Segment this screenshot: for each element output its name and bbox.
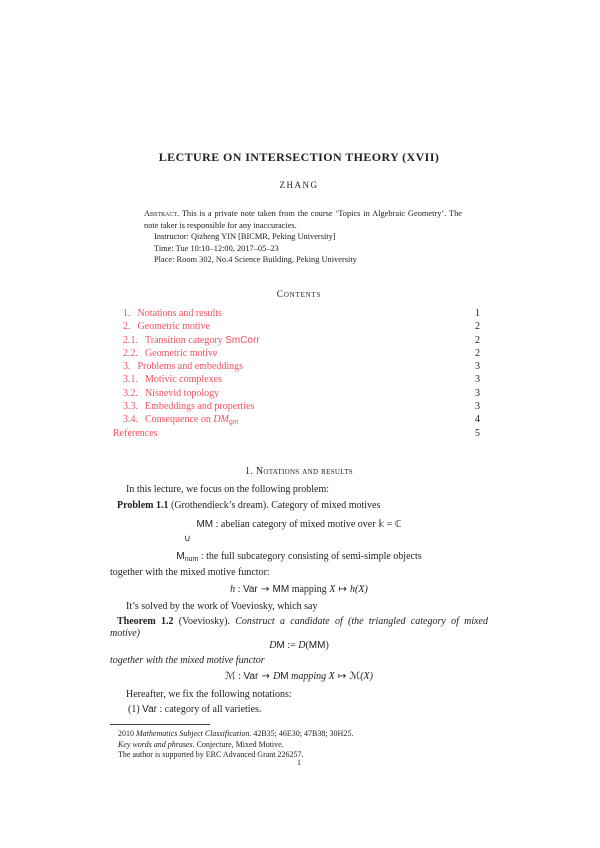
problem-text: Category of mixed motives bbox=[268, 500, 381, 511]
toc-entry-label: Problems and embeddings bbox=[137, 361, 244, 373]
toc-page-number: 3 bbox=[475, 361, 480, 373]
toc-entry bbox=[110, 321, 488, 334]
var-symbol: Var bbox=[242, 584, 258, 595]
abstract-time: Time: Tue 10:10–12:00, 2017–05–23 bbox=[154, 243, 279, 253]
arrow-icon: → bbox=[258, 671, 274, 682]
abstract bbox=[144, 208, 462, 266]
toc-entry bbox=[110, 361, 488, 374]
toc-entry bbox=[110, 428, 488, 441]
author-name: ZHANG bbox=[279, 180, 319, 190]
toc-entry-sans-label: SmCorr bbox=[225, 334, 260, 346]
colon: : bbox=[235, 671, 244, 682]
mm-symbol: MM bbox=[308, 640, 326, 651]
mm-symbol: MM bbox=[272, 584, 290, 595]
paren: ) bbox=[325, 640, 329, 651]
script-m-symbol: ℳ bbox=[225, 671, 236, 682]
toc-link-consequence-on-dmgm[interactable] bbox=[123, 414, 239, 425]
abstract-label: Abstract. bbox=[144, 209, 180, 218]
num-subscript: num bbox=[184, 556, 199, 563]
problem-statement bbox=[110, 500, 488, 512]
toc-link-notations-and-results[interactable] bbox=[123, 308, 222, 319]
math-text: mapping bbox=[289, 584, 330, 595]
toc-entry-label: Nisnevid topology bbox=[145, 387, 220, 399]
toc-page-number: 4 bbox=[475, 414, 480, 426]
theorem-statement bbox=[110, 616, 488, 639]
toc-link-transition-category[interactable] bbox=[123, 335, 260, 346]
toc-entry-label: References bbox=[113, 427, 158, 439]
toc-entry-label: Geometric motive bbox=[145, 347, 218, 359]
toc-entry-number: 3. bbox=[123, 361, 131, 373]
section-heading: 1. Notations and results bbox=[245, 466, 353, 477]
toc-entry-label: Geometric motive bbox=[137, 321, 210, 333]
toc-entry bbox=[110, 374, 488, 387]
toc-entry-number: 2.2. bbox=[123, 347, 138, 359]
hx-expression: h(X) bbox=[350, 584, 368, 595]
toc-link-geometric-motive-2[interactable] bbox=[123, 348, 217, 359]
toc-entry-number: 1. bbox=[123, 308, 131, 319]
toc-page-number: 2 bbox=[475, 334, 480, 346]
toc-entry-number: 3.1. bbox=[123, 374, 138, 386]
paragraph-functor-italic: together with the mixed motive functor bbox=[110, 655, 265, 666]
footnote-msc bbox=[110, 729, 488, 740]
math-text: mapping bbox=[288, 671, 329, 682]
display-math-h bbox=[110, 584, 488, 595]
toc-entry-label: Transition category bbox=[145, 334, 226, 346]
toc-link-problems-and-embeddings[interactable] bbox=[123, 361, 243, 372]
display-math-dm bbox=[110, 640, 488, 651]
table-of-contents bbox=[110, 308, 488, 441]
var-symbol: Var bbox=[142, 704, 157, 715]
toc-entry bbox=[110, 414, 488, 427]
display-math-mm bbox=[110, 519, 488, 530]
footnote-keywords-label: Key words and phrases. bbox=[118, 739, 195, 749]
footnotes bbox=[110, 729, 488, 761]
toc-entry bbox=[110, 348, 488, 361]
footnote-year: 2010 bbox=[118, 729, 136, 738]
page-number: 1 bbox=[297, 758, 301, 767]
toc-entry-label: Consequence on bbox=[145, 414, 214, 426]
theorem-attribution: (Voeviosky). bbox=[173, 616, 230, 627]
footnote-grant: The author is supported by ERC Advanced Grant 226257. bbox=[118, 750, 304, 760]
m-symbol: M bbox=[280, 671, 289, 682]
toc-link-nisnevid-topology[interactable] bbox=[123, 388, 219, 399]
footnote-rule bbox=[110, 724, 210, 725]
toc-link-references[interactable] bbox=[113, 428, 157, 439]
d-symbol: D bbox=[269, 640, 277, 651]
toc-page-number: 3 bbox=[475, 374, 480, 386]
text-block bbox=[110, 0, 488, 848]
math-text: : the full subcategory consisting of semi-simple objects bbox=[198, 551, 422, 562]
theorem-text: Construct a candidate of (the triangled category of mixed motive) bbox=[110, 616, 488, 639]
notation-item-1 bbox=[110, 704, 506, 716]
footnote-msc-codes: 42B35; 46E30; 47B38; 30H25. bbox=[251, 729, 354, 738]
toc-page-number: 3 bbox=[475, 387, 480, 399]
mapsto-icon: ↦ bbox=[334, 671, 350, 682]
assign-operator: := bbox=[284, 640, 299, 651]
x-symbol: X bbox=[329, 584, 336, 595]
m-symbol: M bbox=[176, 551, 185, 562]
dm-symbol: DM bbox=[213, 414, 229, 426]
dm-subscript: gm bbox=[228, 419, 239, 427]
abstract-text: This is a private note taken from the course ‘Topics in Algebraic Geometry’. The note taker is responsible for any inaccuracies. bbox=[144, 209, 462, 230]
colon: : bbox=[235, 584, 243, 595]
equals-sign: = bbox=[384, 519, 395, 530]
item-text: : category of all varieties. bbox=[157, 704, 262, 715]
toc-link-motivic-complexes[interactable] bbox=[123, 374, 222, 385]
toc-entry-number: 2. bbox=[123, 321, 131, 333]
math-text: : abelian category of mixed motive over bbox=[213, 519, 379, 530]
toc-entry-number: 3.3. bbox=[123, 401, 138, 413]
toc-entry-number: 2.1. bbox=[123, 334, 138, 346]
toc-page-number: 2 bbox=[475, 347, 480, 359]
blackboard-k-symbol: 𝕜 bbox=[378, 519, 385, 530]
m-num-symbol bbox=[176, 551, 198, 562]
display-math-mnum bbox=[110, 551, 488, 562]
toc-entry bbox=[110, 388, 488, 401]
abstract-place: Place: Room 302, No.4 Science Building, Peking University bbox=[154, 255, 357, 265]
toc-entry-math bbox=[213, 414, 238, 425]
footnote-keywords bbox=[110, 740, 488, 751]
d-symbol: D bbox=[273, 671, 281, 682]
paren: ( bbox=[305, 640, 309, 651]
paper-title: LECTURE ON INTERSECTION THEORY (XVII) bbox=[158, 150, 440, 164]
toc-entry-number: 3.4. bbox=[123, 414, 138, 426]
mapsto-icon: ↦ bbox=[335, 584, 351, 595]
problem-attribution: (Grothendieck’s dream). bbox=[168, 500, 269, 511]
toc-entry-label: Notations and results bbox=[137, 308, 222, 319]
theorem-head: Theorem 1.2 bbox=[117, 616, 174, 627]
toc-entry-label: Embeddings and properties bbox=[145, 401, 255, 413]
toc-entry bbox=[110, 335, 488, 348]
x-symbol: X bbox=[328, 671, 335, 682]
toc-entry bbox=[110, 308, 488, 321]
mm-symbol: MM bbox=[196, 519, 214, 530]
item-number: (1) bbox=[128, 704, 143, 715]
footnote-msc-label: Mathematics Subject Classification. bbox=[136, 729, 252, 738]
blackboard-c-symbol: ℂ bbox=[394, 519, 402, 530]
toc-page-number: 2 bbox=[475, 321, 480, 333]
h-symbol: h bbox=[230, 584, 236, 595]
toc-link-embeddings-and-properties[interactable] bbox=[123, 401, 254, 412]
toc-page-number: 5 bbox=[475, 427, 480, 439]
paragraph-intro: In this lecture, we focus on the following problem: bbox=[126, 484, 330, 495]
x-argument: (X) bbox=[360, 671, 373, 682]
toc-page-number: 3 bbox=[475, 401, 480, 413]
toc-entry-label: Motivic complexes bbox=[145, 374, 222, 386]
paragraph-solved: It’s solved by the work of Voeviosky, which say bbox=[126, 601, 318, 612]
script-m-symbol: ℳ bbox=[349, 671, 361, 682]
footnote-keywords-text: Conjecture, Mixed Motive. bbox=[194, 739, 284, 749]
toc-link-geometric-motive[interactable] bbox=[123, 321, 210, 332]
toc-entry-number: 3.2. bbox=[123, 387, 138, 399]
arrow-icon: → bbox=[257, 584, 273, 595]
toc-page-number: 1 bbox=[475, 308, 480, 319]
m-symbol: M bbox=[276, 640, 285, 651]
abstract-instructor: Instructor: Qizheng YIN [BICMR, Peking University] bbox=[154, 232, 336, 242]
paragraph-functor: together with the mixed motive functor: bbox=[110, 567, 270, 578]
problem-head: Problem 1.1 bbox=[117, 500, 169, 511]
union-symbol: ∪ bbox=[184, 534, 191, 544]
var-symbol: Var bbox=[243, 671, 259, 682]
d-symbol: D bbox=[298, 640, 306, 651]
toc-entry bbox=[110, 401, 488, 414]
display-math-cal-m bbox=[110, 671, 488, 682]
contents-heading: Contents bbox=[276, 290, 322, 300]
paragraph-hereafter: Hereafter, we fix the following notations: bbox=[126, 689, 292, 700]
